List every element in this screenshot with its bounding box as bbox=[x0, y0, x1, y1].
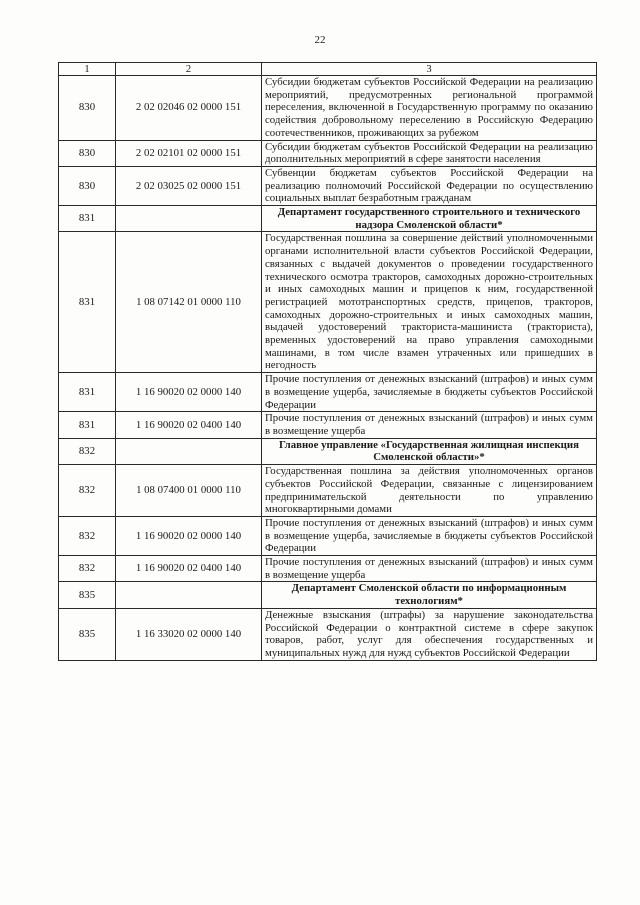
admin-code-cell: 830 bbox=[59, 166, 116, 205]
table-row bbox=[59, 206, 597, 232]
budget-code-cell: 1 16 90020 02 0000 140 bbox=[116, 516, 262, 555]
table-row bbox=[59, 465, 597, 517]
revenue-description-cell: Субвенции бюджетам субъектов Российской Федерации на реализацию полномочий Российской Федерации по осуществлению социальных выплат безработным гражданам bbox=[262, 166, 597, 205]
table-header-row bbox=[59, 63, 597, 76]
revenue-description-cell: Прочие поступления от денежных взысканий (штрафов) и иных сумм в возмещение ущерба, зачисляемые в бюджеты субъектов Российской Федерации bbox=[262, 516, 597, 555]
revenue-description-cell: Субсидии бюджетам субъектов Российской Федерации на реализацию дополнительных мероприятий в сфере занятости населения bbox=[262, 140, 597, 166]
department-heading-cell: Департамент государственного строительного и технического надзора Смоленской области* bbox=[262, 206, 597, 232]
table-row bbox=[59, 516, 597, 555]
table-row bbox=[59, 582, 597, 608]
header-col-1: 1 bbox=[59, 63, 116, 76]
admin-code-cell: 831 bbox=[59, 373, 116, 412]
table-row bbox=[59, 140, 597, 166]
admin-code-cell: 830 bbox=[59, 76, 116, 141]
admin-code-cell: 832 bbox=[59, 556, 116, 582]
admin-code-cell: 832 bbox=[59, 516, 116, 555]
table-row bbox=[59, 166, 597, 205]
table-row bbox=[59, 373, 597, 412]
revenue-description-cell: Государственная пошлина за действия уполномоченных органов субъектов Российской Федерации, связанные с лицензированием предпринимательской деятельности по управлению многоквартирными домами bbox=[262, 465, 597, 517]
budget-code-cell: 1 08 07142 01 0000 110 bbox=[116, 232, 262, 373]
admin-code-cell: 831 bbox=[59, 232, 116, 373]
budget-code-cell: 1 08 07400 01 0000 110 bbox=[116, 465, 262, 517]
table-row bbox=[59, 232, 597, 373]
department-heading-cell: Департамент Смоленской области по информационным технологиям* bbox=[262, 582, 597, 608]
admin-code-cell: 832 bbox=[59, 465, 116, 517]
budget-code-cell: 1 16 90020 02 0400 140 bbox=[116, 412, 262, 438]
budget-code-cell: 2 02 03025 02 0000 151 bbox=[116, 166, 262, 205]
revenue-codes-table bbox=[58, 62, 597, 661]
table-row bbox=[59, 556, 597, 582]
department-heading-cell: Главное управление «Государственная жилищная инспекция Смоленской области»* bbox=[262, 438, 597, 464]
admin-code-cell: 831 bbox=[59, 206, 116, 232]
header-col-3: 3 bbox=[262, 63, 597, 76]
revenue-description-cell: Прочие поступления от денежных взысканий (штрафов) и иных сумм в возмещение ущерба, зачисляемые в бюджеты субъектов Российской Федерации bbox=[262, 373, 597, 412]
table-row bbox=[59, 438, 597, 464]
revenue-description-cell: Прочие поступления от денежных взысканий (штрафов) и иных сумм в возмещение ущерба bbox=[262, 556, 597, 582]
revenue-description-cell: Денежные взыскания (штрафы) за нарушение законодательства Российской Федерации о контрактной системе в сфере закупок товаров, работ, услуг для обеспечения государственных и муниципальных нужд для нужд субъектов Российской Федерации bbox=[262, 608, 597, 660]
budget-code-cell bbox=[116, 582, 262, 608]
budget-code-cell: 1 16 90020 02 0000 140 bbox=[116, 373, 262, 412]
table-row bbox=[59, 608, 597, 660]
admin-code-cell: 832 bbox=[59, 438, 116, 464]
table-row bbox=[59, 76, 597, 141]
revenue-description-cell: Прочие поступления от денежных взысканий (штрафов) и иных сумм в возмещение ущерба bbox=[262, 412, 597, 438]
revenue-description-cell: Субсидии бюджетам субъектов Российской Федерации на реализацию мероприятий, предусмотренных региональной программой переселения, включенной в Государственную программу по оказанию содействия добровольному переселению в Российскую Федерацию соотечественников, проживающих за рубежом bbox=[262, 76, 597, 141]
admin-code-cell: 830 bbox=[59, 140, 116, 166]
budget-code-cell: 1 16 90020 02 0400 140 bbox=[116, 556, 262, 582]
page-number: 22 bbox=[314, 34, 326, 46]
budget-code-cell bbox=[116, 206, 262, 232]
admin-code-cell: 831 bbox=[59, 412, 116, 438]
budget-code-cell: 2 02 02101 02 0000 151 bbox=[116, 140, 262, 166]
admin-code-cell: 835 bbox=[59, 608, 116, 660]
header-col-2: 2 bbox=[116, 63, 262, 76]
budget-code-cell: 1 16 33020 02 0000 140 bbox=[116, 608, 262, 660]
admin-code-cell: 835 bbox=[59, 582, 116, 608]
budget-code-cell bbox=[116, 438, 262, 464]
revenue-description-cell: Государственная пошлина за совершение действий уполномоченными органами исполнительной власти субъектов Российской Федерации, связанных с выдачей документов о проведении государственного технического осмотра тракторов, самоходных дорожно-строительных и иных самоходных машин и прицепов к ним, государственной регистрацией мототранспортных средств, прицепов, тракторов, самоходных дорожно-строительных и иных самоходных машин, выдачей удостоверений тракториста-машиниста (тракториста), временных удостоверений на право управления самоходными машинами, в том числе взамен утраченных или пришедших в негодность bbox=[262, 232, 597, 373]
budget-code-cell: 2 02 02046 02 0000 151 bbox=[116, 76, 262, 141]
table-row bbox=[59, 412, 597, 438]
